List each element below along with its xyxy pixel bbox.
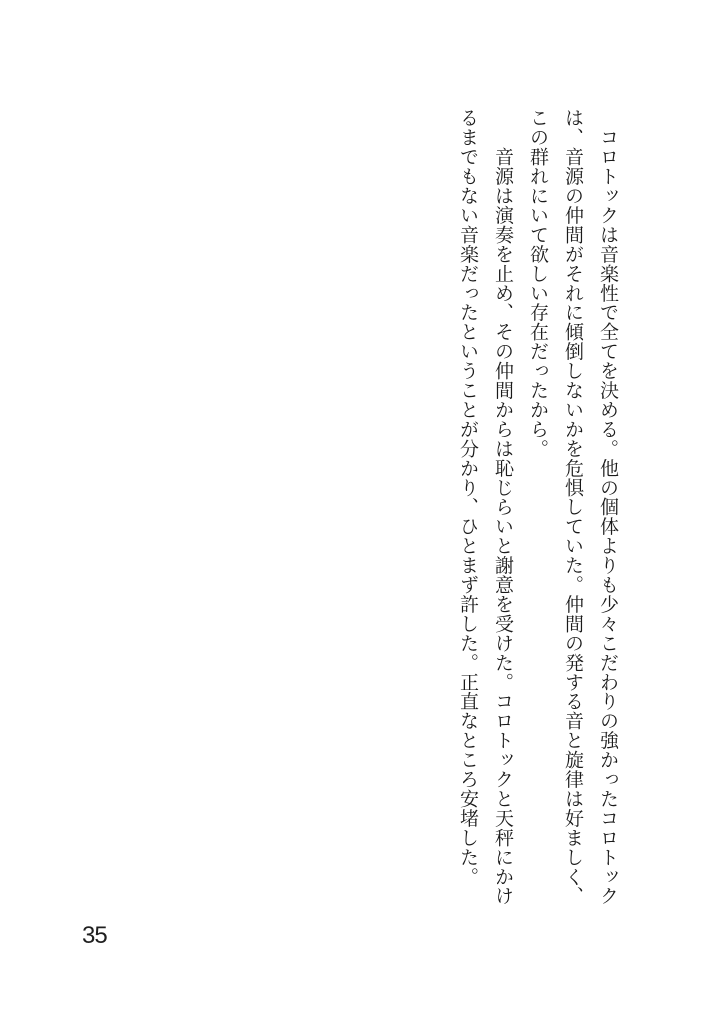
- paragraph-1: コロトックは音楽性で全てを決める。他の個体よりも少々こだわりの強かったコロトックは、音源の仲間がそれに傾倒しないかを危惧していた。仲間の発する音と旋律は好ましく、この群れにいて欲しい存在だったから。: [527, 108, 618, 906]
- paragraph-2: 音源は演奏を止め、その仲間からは恥じらいと謝意を受けた。コロトックと天秤にかけるまでもない音楽だったということが分かり、ひとまず許した。正直なところ安堵した。: [457, 108, 513, 906]
- body-text-block: [450, 108, 625, 908]
- page-number: 35: [82, 922, 107, 949]
